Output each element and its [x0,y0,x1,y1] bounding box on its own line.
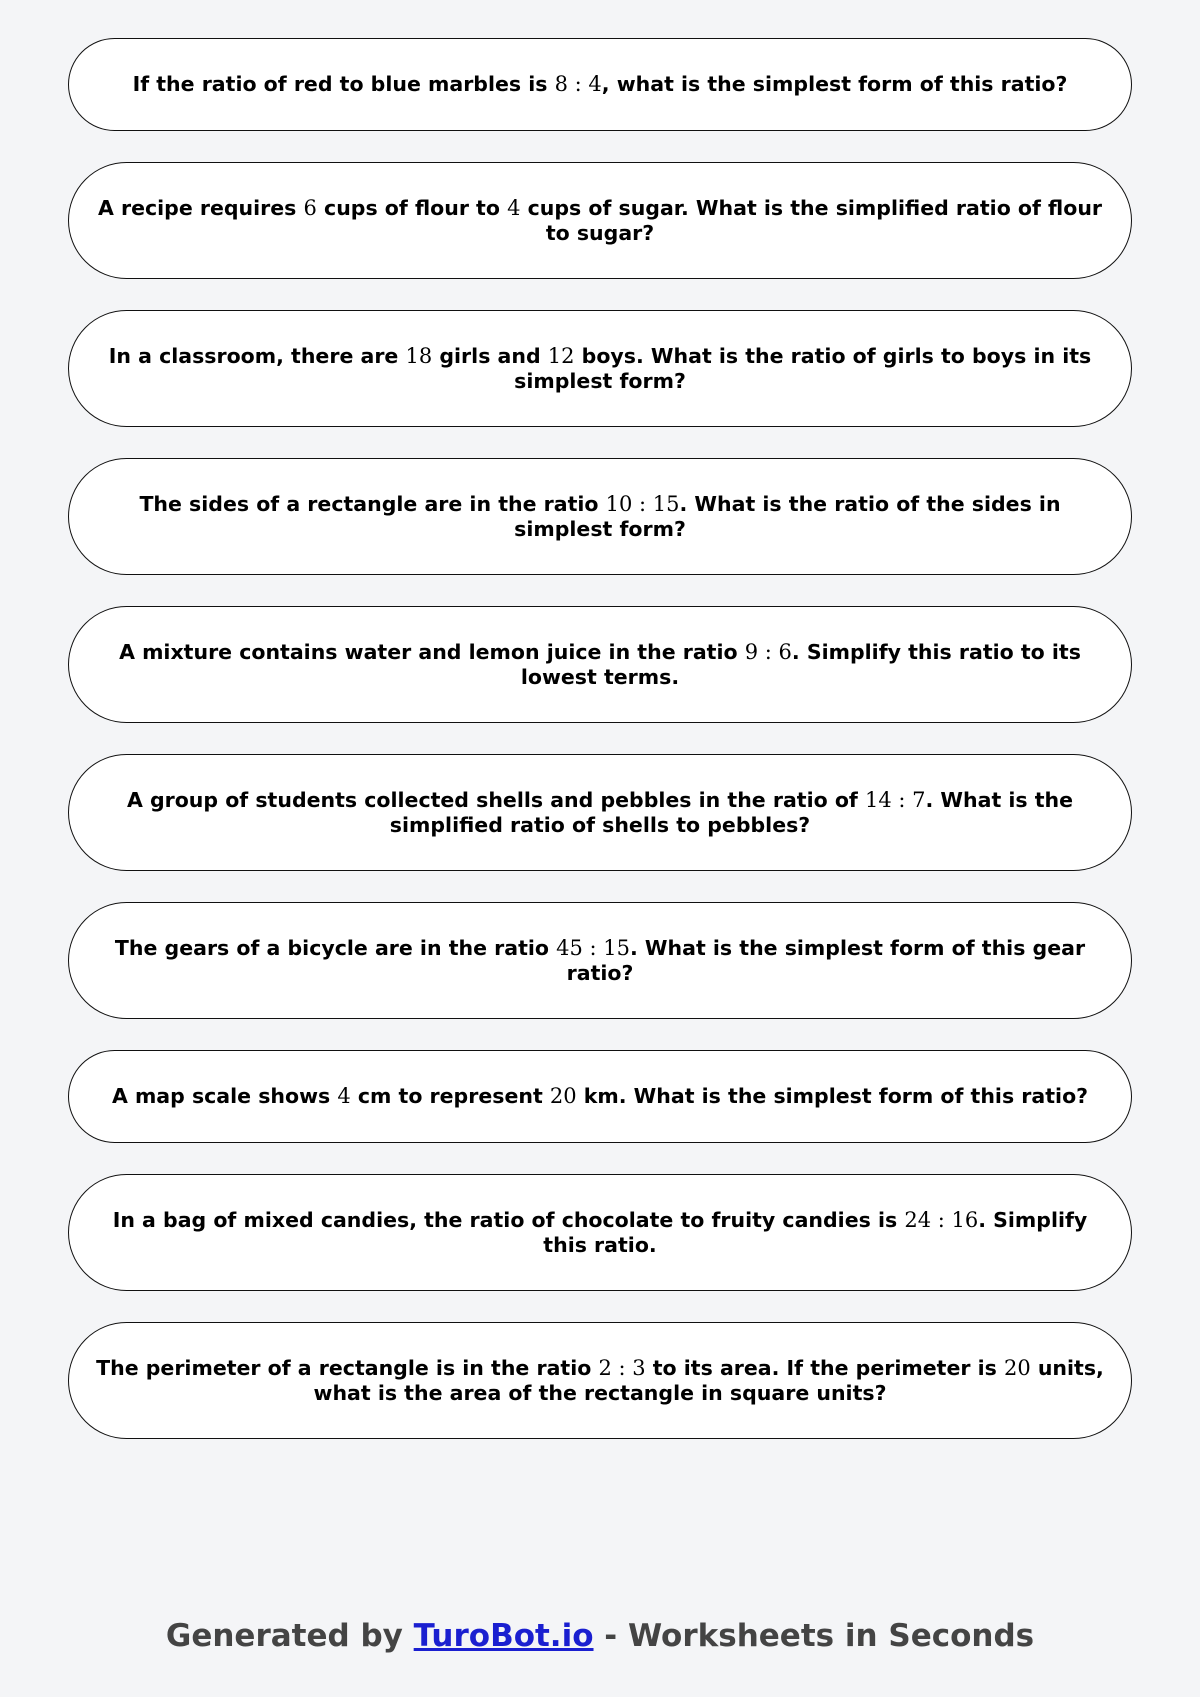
question-text-segment: . What is the simplified ratio of shells to pebbles? [389,787,1074,837]
question-text-segment: units, what is the area of the rectangle in square units? [313,1355,1104,1405]
footer-suffix: - Worksheets in Seconds [593,1618,1035,1654]
question-text-segment: A map scale shows [111,1084,338,1108]
question-card [68,1174,1132,1291]
math-expression: 9 : 6 [744,639,792,664]
question-card [68,162,1132,279]
question-text [95,344,1105,394]
question-text [95,1356,1105,1406]
question-text-segment: The sides of a rectangle are in the ratio [139,491,606,516]
question-text [95,1208,1105,1258]
question-text-segment: The gears of a bicycle are in the ratio [114,935,557,960]
question-card [68,38,1132,131]
question-text-segment: boys. What is the ratio of girls to boys in its simplest form? [514,343,1092,393]
math-expression: 24 : 16 [904,1207,979,1232]
question-card [68,606,1132,723]
question-text-segment: , what is the simplest form of this ratio? [601,72,1068,96]
question-card [68,1050,1132,1143]
question-text-segment: girls and [432,343,548,368]
footer-prefix: Generated by [165,1618,414,1654]
question-text [95,492,1105,542]
question-text-segment: The perimeter of a rectangle is in the ratio [96,1355,599,1380]
question-text [95,788,1105,838]
question-text-segment: cm to represent [350,1084,550,1108]
math-expression: 10 : 15 [605,491,680,516]
question-card [68,1322,1132,1439]
question-text-segment: km. What is the simplest form of this ratio? [576,1084,1089,1108]
math-expression: 4 [507,195,521,220]
footer [0,1618,1200,1654]
math-expression: 8 : 4 [554,72,602,96]
math-expression: 12 [547,343,575,368]
question-text-segment: cups of sugar. What is the simplified ratio of flour to sugar? [520,195,1103,245]
question-text-segment: In a bag of mixed candies, the ratio of chocolate to fruity candies is [112,1207,905,1232]
math-expression: 18 [405,343,433,368]
question-text-segment: . What is the simplest form of this gear ratio? [566,935,1086,985]
question-text [95,640,1105,690]
question-text-segment: A group of students collected shells and pebbles in the ratio of [126,787,865,812]
math-expression: 14 : 7 [864,787,926,812]
question-text [95,936,1105,986]
math-expression: 6 [303,195,317,220]
question-text-segment: cups of flour to [316,195,508,220]
math-expression: 2 : 3 [598,1355,646,1380]
turobot-link[interactable]: TuroBot.io [413,1618,594,1654]
question-card [68,902,1132,1019]
math-expression: 4 [337,1084,351,1108]
question-text [95,196,1105,246]
question-list [68,38,1132,1470]
question-text-segment: If the ratio of red to blue marbles is [132,72,555,96]
math-expression: 45 : 15 [556,935,630,960]
question-text [133,72,1068,97]
question-card [68,754,1132,871]
question-text [112,1084,1088,1109]
question-text-segment: . Simplify this ratio to its lowest terms. [520,639,1081,689]
question-text-segment: A mixture contains water and lemon juice in the ratio [119,639,745,664]
question-text-segment: to its area. If the perimeter is [645,1355,1004,1380]
question-text-segment: In a classroom, there are [108,343,406,368]
math-expression: 20 [549,1084,577,1108]
math-expression: 20 [1003,1355,1031,1380]
question-text-segment: A recipe requires [97,195,304,220]
question-card [68,458,1132,575]
question-text-segment: . Simplify this ratio. [543,1207,1088,1257]
question-card [68,310,1132,427]
question-text-segment: . What is the ratio of the sides in simplest form? [514,491,1061,541]
